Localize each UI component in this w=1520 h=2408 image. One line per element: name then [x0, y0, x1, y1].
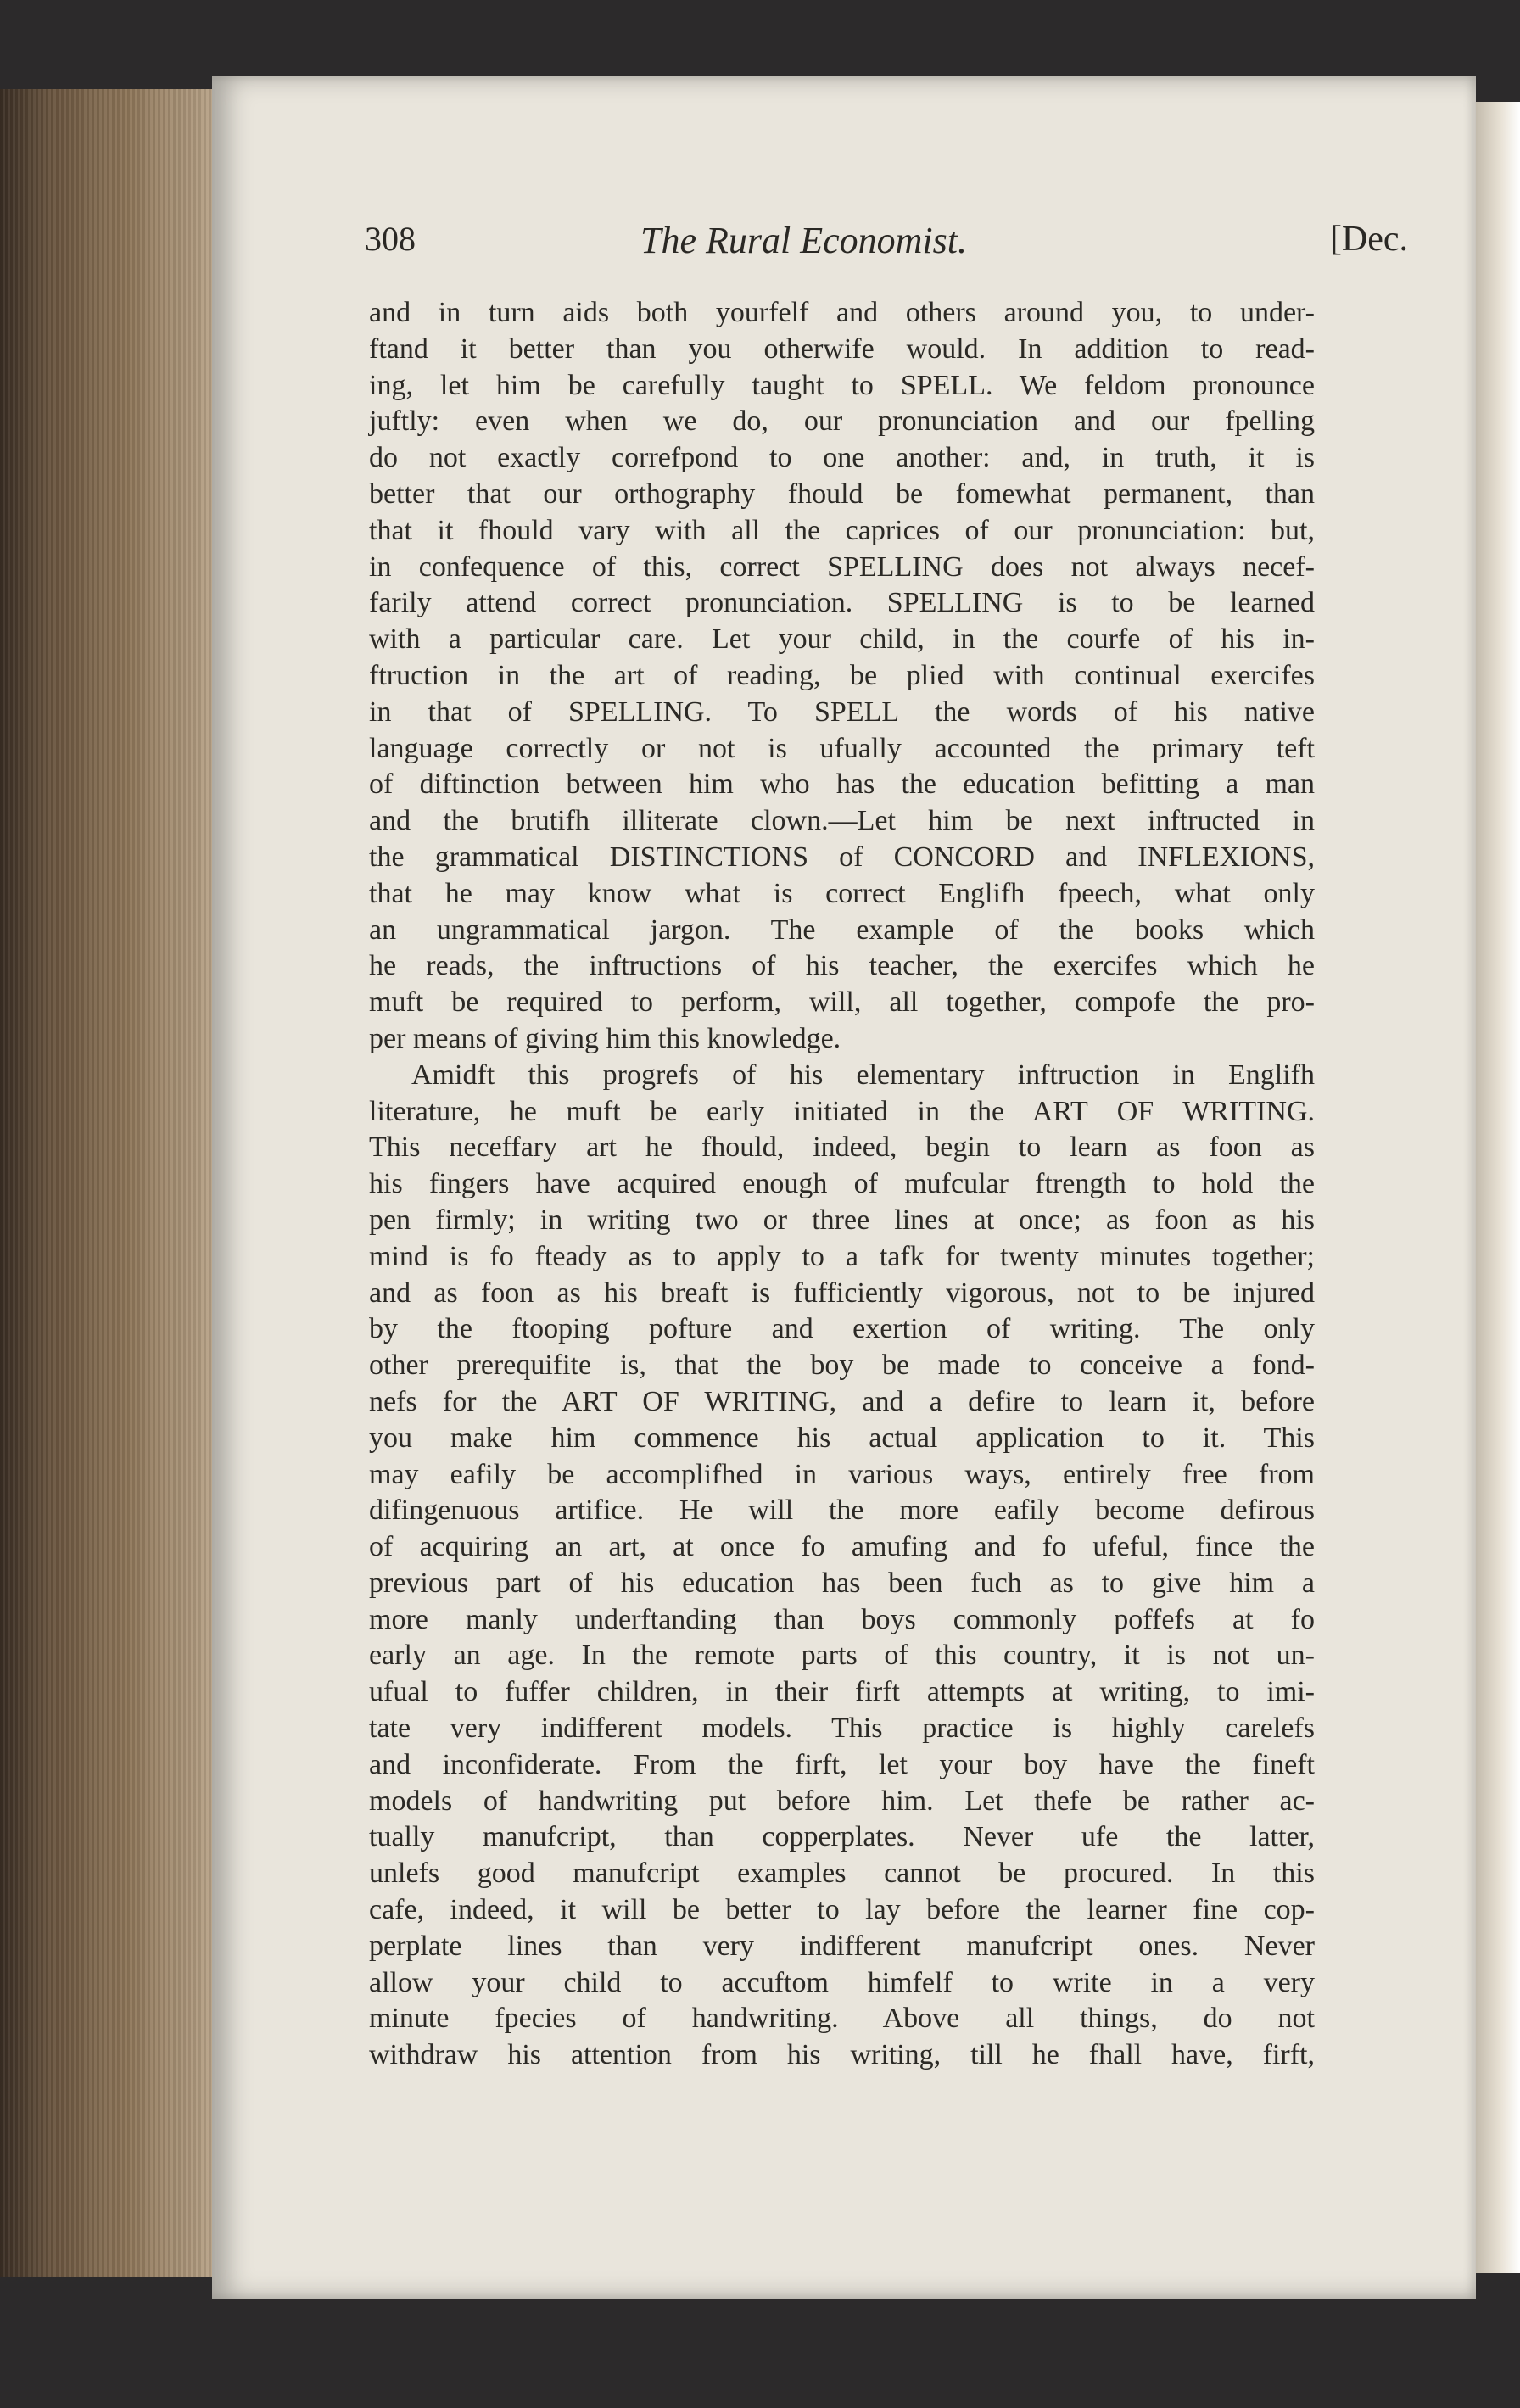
text-line: that it fhould vary with all the caprices of our pronunciation: but,	[369, 514, 1315, 546]
text-line: and in turn aids both yourfelf and others around you, to under-	[369, 297, 1315, 328]
text-line: farily attend correct pronunciation. SPELLING is to be learned	[369, 587, 1315, 619]
text-line: by the ftooping pofture and exertion of writing. The only	[369, 1313, 1315, 1345]
text-line: Amidft this progrefs of his elementary inftruction in Englifh	[411, 1059, 1315, 1091]
text-line: cafe, indeed, it will be better to lay before the learner fine cop-	[369, 1894, 1315, 1926]
book-page-edges	[0, 89, 212, 2277]
text-line: language correctly or not is ufually accounted the primary teft	[369, 732, 1315, 764]
running-title: The Rural Economist.	[640, 220, 967, 261]
text-line: his fingers have acquired enough of mufcular ftrength to hold the	[369, 1168, 1315, 1200]
text-line: other prerequifite is, that the boy be made to conceive a fond-	[369, 1349, 1315, 1382]
text-line: tate very indifferent models. This practice is highly carelefs	[369, 1712, 1315, 1745]
text-line: allow your child to accuftom himfelf to write in a very	[369, 1966, 1315, 1998]
text-line: may eafily be accomplifhed in various ways, entirely free from	[369, 1458, 1315, 1490]
text-line: and inconfiderate. From the firft, let your boy have the fineft	[369, 1748, 1315, 1780]
running-head	[365, 219, 1408, 270]
text-line: withdraw his attention from his writing, till he fhall have, firft,	[369, 2039, 1315, 2071]
text-line: nefs for the ART OF WRITING, and a defire to learn it, before	[369, 1385, 1315, 1417]
text-line: in that of SPELLING. To SPELL the words of his native	[369, 696, 1315, 728]
text-line: an ungrammatical jargon. The example of the books which	[369, 913, 1315, 946]
text-line: more manly underftanding than boys commonly poffefs at fo	[369, 1603, 1315, 1635]
text-line: per means of giving him this knowledge.	[369, 1022, 841, 1054]
text-line: previous part of his education has been fuch as to give him a	[369, 1567, 1315, 1599]
text-line: difingenuous artifice. He will the more eafily become defirous	[369, 1495, 1315, 1527]
text-line: mind is fo fteady as to apply to a tafk for twenty minutes together;	[369, 1240, 1315, 1272]
body-text	[369, 295, 1315, 2074]
text-line: he reads, the inftructions of his teacher, the exercifes which he	[369, 950, 1315, 982]
running-month: [Dec.	[1329, 220, 1408, 259]
text-line: ufual to fuffer children, in their firft attempts at writing, to imi-	[369, 1676, 1315, 1708]
text-line: ing, let him be carefully taught to SPELL. We feldom pronounce	[369, 369, 1315, 401]
text-line: do not exactly correfpond to one another: and, in truth, it is	[369, 442, 1315, 474]
text-line: juftly: even when we do, our pronunciation and our fpelling	[369, 405, 1315, 438]
text-line: of diftinction between him who has the education befitting a man	[369, 768, 1315, 801]
facing-page-edge	[1469, 102, 1520, 2273]
text-line: pen firmly; in writing two or three lines at once; as foon as his	[369, 1204, 1315, 1236]
page-edge-stripes	[0, 89, 212, 2277]
book-page	[212, 76, 1476, 2299]
text-line: perplate lines than very indifferent manufcript ones. Never	[369, 1930, 1315, 1962]
text-line: early an age. In the remote parts of this country, it is not un-	[369, 1640, 1315, 1672]
text-line: and the brutifh illiterate clown.—Let him be next inftructed in	[369, 805, 1315, 837]
text-line: ftand it better than you otherwife would. In addition to read-	[369, 332, 1315, 365]
text-line: the grammatical DISTINCTIONS of CONCORD and INFLEXIONS,	[369, 841, 1315, 873]
text-line: muft be required to perform, will, all together, compofe the pro-	[369, 986, 1315, 1019]
text-line: models of handwriting put before him. Let thefe be rather ac-	[369, 1785, 1315, 1817]
text-line: better that our orthography fhould be fomewhat permanent, than	[369, 478, 1315, 510]
text-line: in confequence of this, correct SPELLING does not always necef-	[369, 550, 1315, 583]
text-line: with a particular care. Let your child, in the courfe of his in-	[369, 623, 1315, 656]
text-line: that he may know what is correct Englifh fpeech, what only	[369, 877, 1315, 909]
text-line: literature, he muft be early initiated in the ART OF WRITING.	[369, 1095, 1315, 1127]
text-line: tually manufcript, than copperplates. Never ufe the latter,	[369, 1821, 1315, 1853]
text-line: This neceffary art he fhould, indeed, begin to learn as foon as	[369, 1131, 1315, 1164]
text-line: minute fpecies of handwriting. Above all things, do not	[369, 2003, 1315, 2035]
page-number: 308	[365, 220, 416, 258]
text-line: ftruction in the art of reading, be plied with continual exercifes	[369, 659, 1315, 691]
text-line: and as foon as his breaft is fufficiently vigorous, not to be injured	[369, 1277, 1315, 1309]
text-line: unlefs good manufcript examples cannot be procured. In this	[369, 1858, 1315, 1890]
text-line: of acquiring an art, at once fo amufing and fo ufeful, fince the	[369, 1531, 1315, 1563]
text-line: you make him commence his actual application to it. This	[369, 1422, 1315, 1454]
